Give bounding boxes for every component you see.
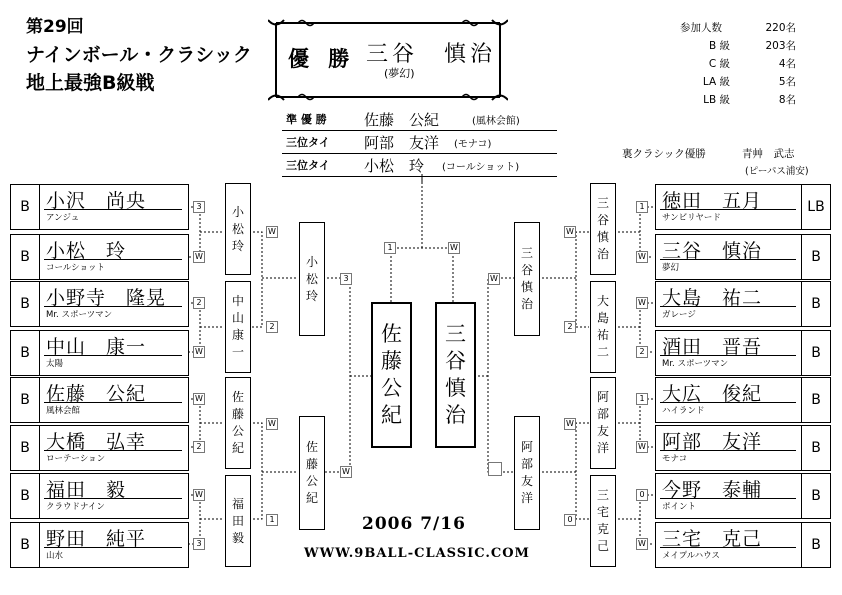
stat-value: 203名	[765, 40, 796, 52]
player-name: 小野寺 隆晃	[46, 287, 167, 309]
final-right-player[interactable]	[435, 302, 476, 448]
name-char: 二	[596, 345, 609, 359]
result-name: 佐藤 公紀	[364, 111, 440, 129]
event-number: 第29回	[26, 17, 84, 37]
player-class: B	[801, 282, 830, 326]
player-card[interactable]	[655, 377, 831, 423]
name-char: 谷	[520, 263, 533, 277]
name-char: 佐	[305, 440, 318, 454]
player-class: B	[801, 474, 830, 518]
name-char: 友	[520, 474, 533, 488]
name-char: 部	[520, 457, 533, 471]
divider	[660, 259, 796, 260]
ura-label: 裏クラシック優勝	[622, 148, 706, 160]
player-club: コールショット	[46, 263, 105, 273]
player-club: ローテーション	[46, 454, 106, 464]
player-name: 野田 純平	[46, 528, 147, 550]
round2-winner[interactable]	[225, 475, 251, 567]
name-char: 治	[445, 403, 466, 427]
result-label: 三位タイ	[286, 136, 330, 149]
player-class: B	[801, 426, 830, 470]
divider	[660, 402, 796, 403]
score-box: 3	[193, 201, 205, 213]
name-char: 己	[596, 539, 609, 553]
event-subtitle: 地上最強B級戦	[26, 72, 155, 94]
champion-label: 優 勝	[288, 47, 356, 71]
result-label: 三位タイ	[286, 159, 330, 172]
player-club: メイプルハウス	[662, 551, 720, 561]
stat-label: 参加人数	[680, 22, 722, 34]
name-char: 松	[231, 221, 244, 236]
player-card[interactable]	[10, 184, 189, 230]
divider	[660, 498, 796, 499]
score-box: W	[266, 418, 278, 430]
divider	[660, 547, 796, 548]
name-char: 山	[231, 311, 244, 325]
name-char: 慎	[445, 376, 466, 400]
name-char: 洋	[596, 441, 609, 455]
player-card[interactable]	[10, 234, 189, 280]
score-box: W	[488, 273, 500, 285]
player-name: 三宅 克己	[662, 528, 763, 550]
score-box: W	[193, 251, 205, 263]
result-club: (モナコ)	[454, 139, 492, 150]
stat-label: LB 級	[703, 94, 730, 106]
divider	[660, 209, 796, 210]
round2-winner[interactable]	[590, 183, 616, 275]
name-char: 治	[596, 247, 609, 261]
player-club: 風林会館	[46, 406, 81, 416]
player-class: B	[11, 474, 40, 518]
player-club: 山水	[46, 551, 64, 561]
player-card[interactable]	[10, 330, 189, 376]
score-box: 1	[636, 393, 648, 405]
stat-value: 8名	[778, 94, 796, 106]
result-club: (コールショット)	[442, 162, 520, 173]
event-name: ナインボール・クラシック	[26, 44, 252, 66]
player-class: LB	[801, 185, 830, 229]
divider	[44, 450, 182, 451]
player-name: 今野 泰輔	[662, 479, 763, 501]
player-club: アンジュ	[46, 213, 80, 223]
name-char: 藤	[231, 407, 244, 421]
name-char: 慎	[520, 280, 533, 294]
score-box: 0	[564, 514, 576, 526]
score-box: W	[448, 242, 460, 254]
player-card[interactable]	[655, 330, 831, 376]
score-box	[488, 462, 502, 476]
stat-value: 5名	[778, 76, 796, 88]
player-class: B	[11, 282, 40, 326]
divider	[44, 402, 182, 403]
name-char: 中	[231, 294, 244, 308]
player-card[interactable]	[655, 425, 831, 471]
divider	[44, 355, 182, 356]
score-box: W	[636, 251, 648, 263]
score-box: 1	[266, 514, 278, 526]
name-char: 克	[596, 522, 609, 536]
player-class: B	[11, 426, 40, 470]
round2-winner[interactable]	[225, 377, 251, 469]
name-char: 阿	[520, 440, 533, 454]
player-class: B	[11, 378, 40, 422]
score-box: W	[193, 346, 205, 358]
score-box: 2	[193, 297, 205, 309]
player-name: 大橋 弘幸	[46, 431, 147, 453]
player-card[interactable]	[10, 473, 189, 519]
round3-winner[interactable]	[299, 222, 325, 336]
name-char: 治	[520, 297, 533, 311]
name-char: 玲	[305, 288, 318, 303]
name-char: 玲	[231, 238, 244, 253]
name-char: 三	[445, 322, 466, 346]
player-club: Mr. スポーツマン	[662, 359, 729, 369]
ura-club: (ピーパス浦安)	[745, 166, 809, 177]
name-char: 佐	[231, 390, 244, 404]
stat-label: B 級	[708, 40, 730, 52]
result-club: (風林会館)	[472, 116, 520, 127]
player-club: 太陽	[46, 359, 64, 369]
score-box: 2	[564, 321, 576, 333]
player-club: ガレージ	[662, 310, 696, 320]
player-card[interactable]	[655, 281, 831, 327]
player-name: 大広 俊紀	[662, 383, 763, 405]
player-card[interactable]	[655, 184, 831, 230]
name-char: 谷	[445, 349, 466, 373]
name-char: 祐	[596, 328, 609, 342]
name-char: 大	[596, 294, 609, 308]
score-box: 1	[636, 201, 648, 213]
player-club: クラウドナイン	[46, 502, 105, 512]
divider	[660, 355, 796, 356]
website-url[interactable]: WWW.9BALL-CLASSIC.COM	[304, 546, 530, 561]
player-name: 阿部 友洋	[662, 431, 763, 453]
result-name: 小松 玲	[364, 157, 425, 175]
stat-label: C 級	[708, 58, 730, 70]
divider	[660, 306, 796, 307]
stat-value: 4名	[778, 58, 796, 70]
name-char: 紀	[231, 441, 244, 455]
name-char: 公	[231, 424, 244, 438]
divider	[44, 259, 182, 260]
player-card[interactable]	[655, 473, 831, 519]
score-box: 2	[266, 321, 278, 333]
player-class: B	[11, 523, 40, 567]
name-char: 友	[596, 424, 609, 438]
name-char: 紀	[305, 491, 318, 505]
score-box: W	[340, 466, 352, 478]
player-class: B	[11, 235, 40, 279]
divider	[44, 547, 182, 548]
player-name: 三谷 慎治	[662, 240, 763, 262]
name-char: 小	[305, 254, 318, 269]
score-box: W	[636, 441, 648, 453]
player-club: Mr. スポーツマン	[46, 310, 113, 320]
name-char: 佐	[381, 322, 402, 346]
score-box: 3	[340, 273, 352, 285]
name-char: 田	[231, 513, 244, 528]
player-name: 小沢 尚央	[46, 190, 147, 212]
stat-value: 220名	[765, 22, 796, 34]
result-name: 阿部 友洋	[364, 134, 440, 152]
name-char: 福	[231, 496, 244, 511]
divider	[660, 450, 796, 451]
score-box: W	[193, 393, 205, 405]
player-class: B	[11, 331, 40, 375]
player-card[interactable]	[10, 281, 189, 327]
score-box: 2	[193, 441, 205, 453]
round2-winner[interactable]	[225, 281, 251, 373]
score-box: W	[193, 489, 205, 501]
round2-winner[interactable]	[225, 183, 251, 275]
name-char: 一	[231, 345, 244, 359]
round2-winner[interactable]	[590, 281, 616, 373]
score-box: 0	[636, 489, 648, 501]
player-class: B	[801, 235, 830, 279]
name-char: 藤	[305, 457, 318, 471]
name-char: 小	[231, 204, 244, 219]
player-card[interactable]	[655, 522, 831, 568]
player-club: ポイント	[662, 502, 697, 512]
score-box: W	[564, 418, 576, 430]
player-class: B	[801, 378, 830, 422]
round2-winner[interactable]	[590, 475, 616, 567]
champion-club: (夢幻)	[384, 67, 415, 80]
name-char: 康	[231, 328, 244, 342]
score-box: W	[564, 226, 576, 238]
player-name: 酒田 晋吾	[662, 336, 763, 358]
name-char: 松	[305, 271, 318, 286]
round3-winner[interactable]	[514, 222, 540, 336]
name-char: 部	[596, 407, 609, 421]
name-char: 宅	[596, 505, 609, 519]
player-card[interactable]	[10, 522, 189, 568]
stat-label: LA 級	[702, 76, 730, 88]
score-box: W	[266, 226, 278, 238]
score-box: 1	[384, 242, 396, 254]
player-name: 徳田 五月	[662, 190, 763, 212]
name-char: 三	[520, 246, 533, 260]
player-class: B	[11, 185, 40, 229]
name-char: 島	[596, 311, 609, 325]
name-char: 公	[381, 376, 402, 400]
name-char: 藤	[381, 349, 402, 373]
player-club: サンビリヤード	[662, 213, 721, 223]
player-card[interactable]	[655, 234, 831, 280]
name-char: 谷	[596, 213, 609, 227]
player-name: 小松 玲	[46, 240, 127, 262]
player-name: 大島 祐二	[662, 287, 763, 309]
divider	[44, 209, 182, 210]
name-char: 三	[596, 196, 609, 210]
score-box: W	[636, 538, 648, 550]
player-card[interactable]	[10, 425, 189, 471]
round3-winner[interactable]	[514, 416, 540, 530]
score-box: W	[636, 297, 648, 309]
round3-winner[interactable]	[299, 416, 325, 530]
result-label: 準 優 勝	[286, 113, 327, 126]
name-char: 慎	[596, 230, 609, 244]
player-class: B	[801, 523, 830, 567]
name-char: 毅	[231, 530, 244, 545]
player-class: B	[801, 331, 830, 375]
player-name: 中山 康一	[46, 336, 147, 358]
champion-name: 三谷 慎治	[366, 42, 497, 67]
name-char: 洋	[520, 491, 533, 505]
ura-name: 青艸 武志	[742, 148, 795, 160]
name-char: 公	[305, 474, 318, 488]
score-box: 2	[636, 346, 648, 358]
round2-winner[interactable]	[590, 377, 616, 469]
player-name: 福田 毅	[46, 479, 127, 501]
player-club: モナコ	[662, 454, 688, 464]
event-date: 2006 7/16	[362, 514, 466, 534]
divider	[44, 306, 182, 307]
player-name: 佐藤 公紀	[46, 383, 147, 405]
player-card[interactable]	[10, 377, 189, 423]
name-char: 紀	[381, 403, 402, 427]
player-club: ハイランド	[662, 406, 705, 416]
player-club: 夢幻	[662, 263, 680, 273]
final-left-player[interactable]	[371, 302, 412, 448]
divider	[44, 498, 182, 499]
name-char: 三	[596, 488, 609, 502]
name-char: 阿	[596, 390, 609, 404]
score-box: 3	[193, 538, 205, 550]
